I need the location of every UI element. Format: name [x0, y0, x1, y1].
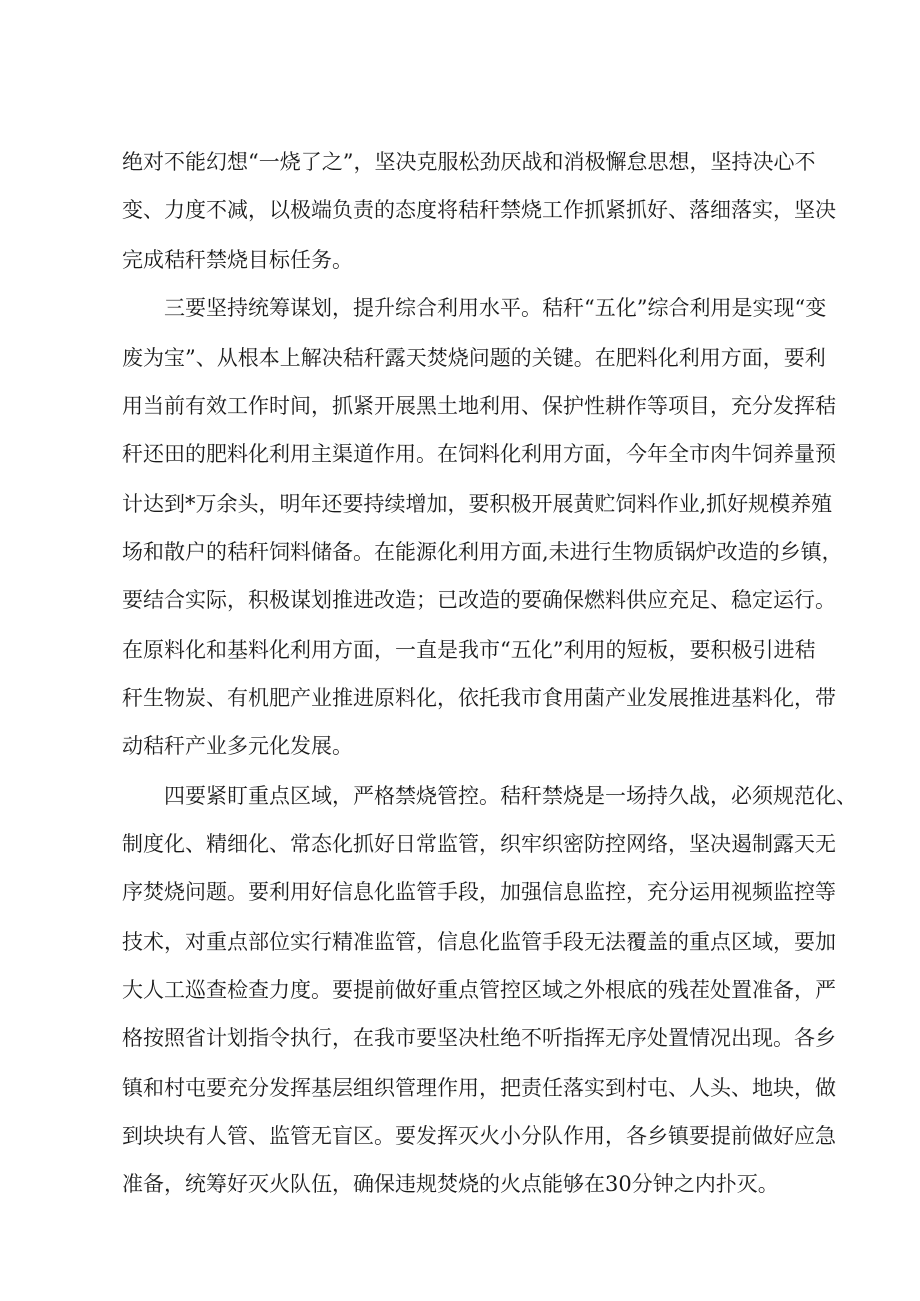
- text-line: 废为宝”、从根本上解决秸秆露天焚烧问题的关键。在肥料化利用方面，要利: [122, 346, 826, 370]
- text-line: 动秸秆产业多元化发展。: [122, 734, 353, 758]
- text-line: 变、力度不减，以极端负责的态度将秸秆禁烧工作抓紧抓好、落细落实，坚决: [122, 198, 836, 222]
- text-line: 序焚烧问题。要利用好信息化监管手段，加强信息监控，充分运用视频监控等: [122, 880, 836, 904]
- text-line: 完成秸秆禁烧目标任务。: [122, 248, 353, 272]
- text-line: 镇和村屯要充分发挥基层组织管理作用，把责任落实到村屯、人头、地块，做: [122, 1076, 836, 1100]
- text-line: 用当前有效工作时间，抓紧开展黑土地利用、保护性耕作等项目，充分发挥秸: [122, 394, 836, 418]
- text-line: 在原料化和基料化利用方面，一直是我市“五化”利用的短板，要积极引进秸: [122, 638, 816, 662]
- text-line: 秆还田的肥料化利用主渠道作用。在饲料化利用方面，今年全市肉牛饲养量预: [122, 442, 836, 466]
- text-line: 三要坚持统筹谋划，提升综合利用水平。秸秆“五化”综合利用是实现“变: [164, 296, 827, 320]
- text-line: 绝对不能幻想“一烧了之”，坚决克服松劲厌战和消极懈怠思想，坚持决心不: [122, 150, 816, 174]
- text-line: 技术，对重点部位实行精准监管，信息化监管手段无法覆盖的重点区域，要加: [122, 930, 836, 954]
- text-line: 准备，统筹好灭火队伍，确保违规焚烧的火点能够在30分钟之内扑灭。: [122, 1172, 779, 1196]
- text-line: 制度化、精细化、常态化抓好日常监管，织牢织密防控网络，坚决遏制露天无: [122, 832, 836, 856]
- text-line: 大人工巡查检查力度。要提前做好重点管控区域之外根底的残茬处置准备，严: [122, 978, 836, 1002]
- text-line: 计达到*万余头，明年还要持续增加，要积极开展黄贮饲料作业,抓好规模养殖: [122, 492, 833, 516]
- text-line: 场和散户的秸秆饲料储备。在能源化利用方面,未进行生物质锅炉改造的乡镇，: [122, 540, 843, 564]
- text-line: 四要紧盯重点区域，严格禁烧管控。秸秆禁烧是一场持久战，必须规范化、: [164, 784, 857, 808]
- text-line: 秆生物炭、有机肥产业推进原料化，依托我市食用菌产业发展推进基料化，带: [122, 686, 836, 710]
- text-line: 格按照省计划指令执行，在我市要坚决杜绝不听指挥无序处置情况出现。各乡: [122, 1026, 836, 1050]
- text-line: 要结合实际，积极谋划推进改造；已改造的要确保燃料供应充足、稳定运行。: [122, 588, 836, 612]
- text-line: 到块块有人管、监管无盲区。要发挥灭火小分队作用，各乡镇要提前做好应急: [122, 1124, 836, 1148]
